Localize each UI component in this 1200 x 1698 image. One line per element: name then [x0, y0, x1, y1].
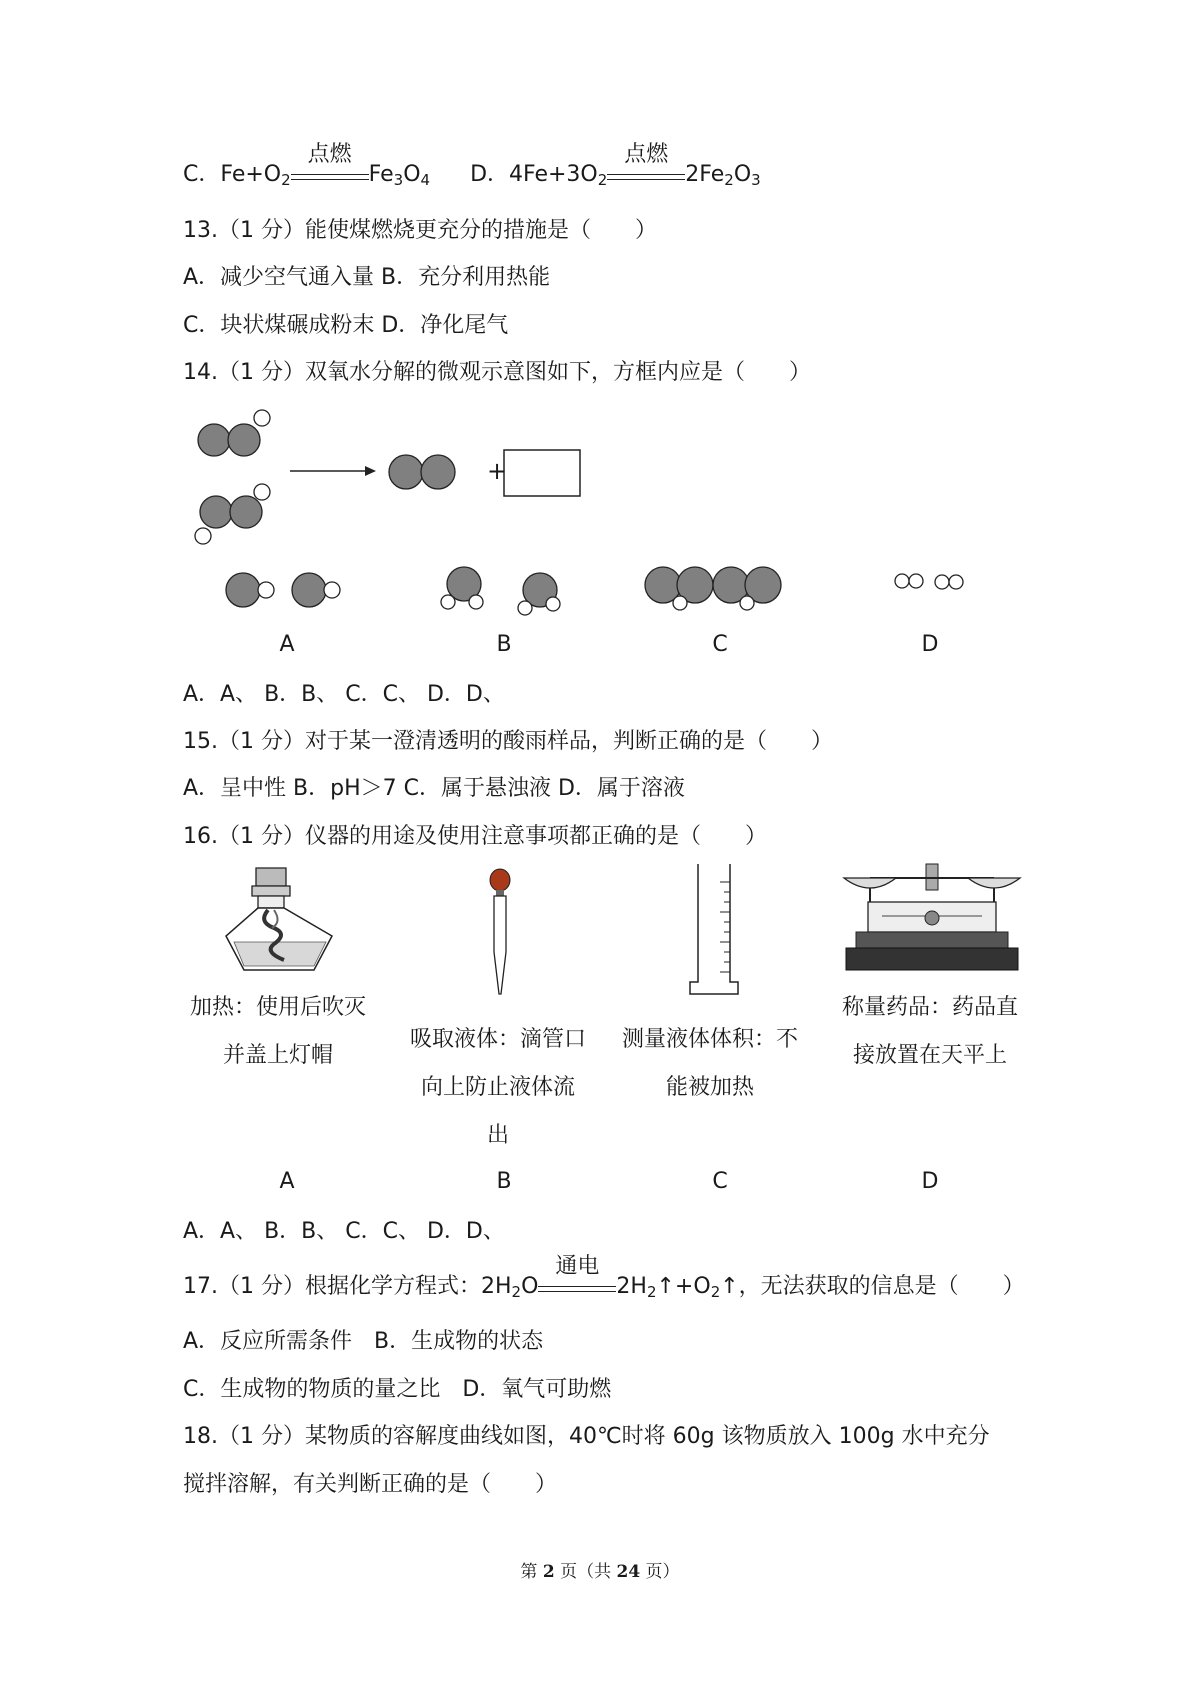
- graduated-cylinder-image: [686, 862, 742, 1002]
- q17-stem: [183, 1254, 1025, 1302]
- page-footer: [0, 1557, 1200, 1582]
- q17-options-ab: A．反应所需条件 B．生成物的状态: [183, 1329, 544, 1354]
- caption-line: 称量药品：药品直: [841, 995, 1018, 1020]
- hydrogen-atom: [895, 574, 909, 588]
- caption-line: 测量液体体积：不: [621, 1027, 798, 1052]
- q13-options-cd: C．块状煤碾成粉末 D．净化尾气: [183, 313, 509, 338]
- q14-stem: 14.（1 分）双氧水分解的微观示意图如下，方框内应是（ ）: [183, 360, 811, 385]
- caption-line: 吸取液体：滴管口: [409, 1027, 586, 1052]
- option-d-reactants: D．4Fe+3O: [470, 162, 598, 187]
- option-label-b: B: [496, 632, 512, 657]
- oxygen-atom: [292, 573, 326, 607]
- oxygen-atom: [421, 455, 455, 489]
- hydrogen-atom: [546, 597, 560, 611]
- q15-options: A．呈中性 B．pH＞7 C．属于悬浊液 D．属于溶液: [183, 776, 685, 801]
- q18-stem-line2: 搅拌溶解，有关判断正确的是（ ）: [183, 1472, 558, 1497]
- caption-line: 向上防止液体流: [420, 1075, 575, 1100]
- option-d-product: 2Fe: [685, 162, 725, 187]
- caption-line: 并盖上灯帽: [222, 1043, 333, 1068]
- option-label-c: C: [712, 1169, 728, 1194]
- option-label-d: D: [921, 632, 939, 657]
- caption-b: [398, 1016, 598, 1160]
- q18-stem-line1: 18.（1 分）某物质的容解度曲线如图，40℃时将 60g 该物质放入 100g 水中充分: [183, 1424, 990, 1449]
- q13-options-ab: A．减少空气通入量 B．充分利用热能: [183, 265, 551, 290]
- option-label-d: D: [921, 1169, 939, 1194]
- hydrogen-atom: [673, 596, 687, 610]
- condition-text: 点燃: [624, 142, 669, 167]
- subscript: 3: [751, 171, 761, 189]
- option-label-b: B: [496, 1169, 512, 1194]
- oxygen-atom: [198, 424, 230, 456]
- hydrogen-atom: [949, 575, 963, 589]
- q15-stem: 15.（1 分）对于某一澄清透明的酸雨样品，判断正确的是（ ）: [183, 729, 833, 754]
- option-label-c: C: [712, 632, 728, 657]
- subscript: 2: [710, 1283, 721, 1301]
- caption-line: 能被加热: [665, 1075, 754, 1100]
- option-c-product: Fe: [368, 162, 394, 187]
- q13-stem: 13.（1 分）能使煤燃烧更充分的措施是（ ）: [183, 218, 657, 243]
- oxygen-atom: [200, 496, 232, 528]
- q16-options: A．A、 B．B、 C．C、 D．D、: [183, 1219, 505, 1244]
- stem-text: ↑+O: [656, 1274, 711, 1299]
- subscript: 2: [281, 171, 291, 189]
- hydrogen-atom: [254, 410, 270, 426]
- plus-sign: +: [486, 457, 508, 485]
- stem-text: 2H: [616, 1274, 647, 1299]
- stem-text: ↑，无法获取的信息是（ ）: [720, 1274, 1025, 1299]
- oxygen-atom: [226, 573, 260, 607]
- hydrogen-atom: [518, 601, 532, 615]
- stem-text: 17.（1 分）根据化学方程式：2H: [183, 1274, 512, 1299]
- option-d-product: O: [733, 162, 752, 187]
- caption-line: 加热：使用后吹灭: [189, 995, 366, 1020]
- hydrogen-atom: [909, 574, 923, 588]
- subscript: 2: [597, 171, 608, 189]
- hydrogen-atom: [469, 595, 483, 609]
- footer-text: 页（共: [554, 1562, 617, 1582]
- caption-d: [830, 984, 1030, 1080]
- condition-text: 点燃: [307, 142, 352, 167]
- subscript: 2: [646, 1283, 657, 1301]
- caption-a: [178, 984, 378, 1080]
- hydrogen-atom: [935, 575, 949, 589]
- caption-line: 接放置在天平上: [852, 1043, 1007, 1068]
- caption-line: 出: [486, 1123, 509, 1148]
- condition-text: 通电: [555, 1254, 600, 1279]
- q17-options-cd: C．生成物的物质的量之比 D．氧气可助燃: [183, 1377, 612, 1402]
- q14-options: A．A、 B．B、 C．C、 D．D、: [183, 682, 505, 707]
- subscript: 4: [420, 171, 431, 189]
- dropper-image: [484, 868, 516, 998]
- option-label-a: A: [279, 1169, 295, 1194]
- hydrogen-atom: [254, 484, 270, 500]
- footer-text: 第: [520, 1562, 543, 1582]
- hydrogen-atom: [441, 595, 455, 609]
- hydrogen-atom: [324, 582, 340, 598]
- reaction-condition-equals: [538, 1254, 616, 1302]
- stem-text: O: [521, 1274, 539, 1299]
- balance-scale-image: [842, 862, 1022, 974]
- option-label-a: A: [279, 632, 295, 657]
- hydrogen-atom: [740, 596, 754, 610]
- oxygen-atom: [389, 455, 423, 489]
- q16-stem: 16.（1 分）仪器的用途及使用注意事项都正确的是（ ）: [183, 824, 767, 849]
- hydrogen-atom: [258, 582, 274, 598]
- page-number: 2: [542, 1562, 555, 1582]
- option-c-reactants: C．Fe+O: [183, 162, 282, 187]
- oxygen-atom: [228, 424, 260, 456]
- oxygen-atom: [230, 496, 262, 528]
- alcohol-lamp-image: [222, 866, 334, 978]
- caption-c: [610, 1016, 810, 1112]
- subscript: 2: [724, 171, 734, 189]
- total-pages: 24: [616, 1562, 641, 1582]
- subscript: 3: [393, 171, 404, 189]
- option-c-product: O: [403, 162, 421, 187]
- hydrogen-atom: [195, 528, 211, 544]
- footer-text: 页）: [640, 1562, 680, 1582]
- subscript: 2: [511, 1283, 522, 1301]
